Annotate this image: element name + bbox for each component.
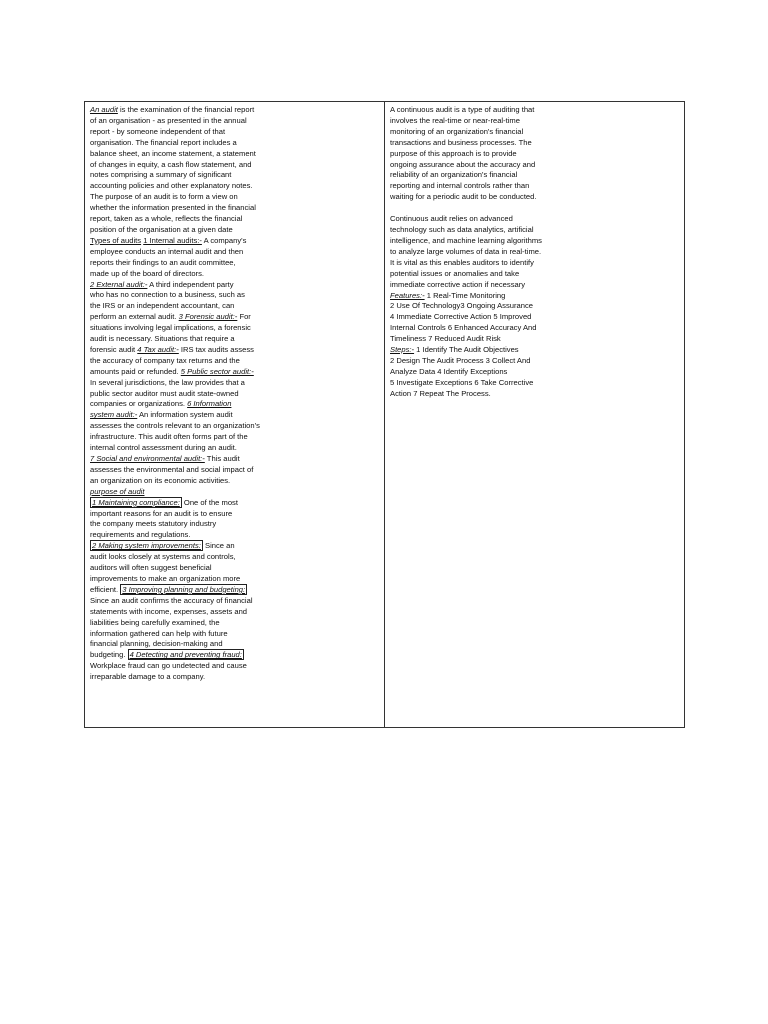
- text-line: information gathered can help with future: [90, 628, 228, 638]
- text-line: The purpose of an audit is to form a view on: [90, 192, 238, 202]
- text-line: irreparable damage to a company.: [90, 672, 206, 682]
- text-line: budgeting. 4 Detecting and preventing fraud:: [90, 650, 242, 660]
- text-line: an organization on its economic activities.: [90, 475, 231, 485]
- text-line: notes comprising a summary of significant: [90, 170, 232, 180]
- text-line: In several jurisdictions, the law provides that a: [90, 377, 245, 387]
- text-line: financial planning, decision-making and: [90, 639, 223, 649]
- text-line: 2 External audit:- A third independent party: [90, 279, 234, 289]
- text-line: potential issues or anomalies and take: [390, 268, 520, 278]
- text-line: who has no connection to a business, such as: [90, 290, 245, 300]
- text-line: liabilities being carefully examined, the: [90, 617, 220, 627]
- text-line: immediate corrective action if necessary: [390, 279, 526, 289]
- text-line: Steps:- 1 Identify The Audit Objectives: [390, 345, 519, 355]
- social-audit-label: 7 Social and environmental audit:-: [90, 454, 205, 463]
- text-line: whether the information presented in the financial: [90, 203, 256, 213]
- maintaining-compliance-label: 1 Maintaining compliance:: [92, 497, 180, 507]
- steps-label: Steps:-: [390, 345, 415, 355]
- text-line: amounts paid or refunded. 5 Public sector audit:-: [90, 366, 254, 376]
- text-line: Analyze Data 4 Identify Exceptions: [390, 366, 508, 376]
- text-line: efficient. 3 Improving planning and budgeting:: [90, 584, 246, 594]
- text-line: Since an audit confirms the accuracy of financial: [90, 595, 253, 605]
- types-heading: Types of audits: [90, 235, 142, 245]
- text-line: important reasons for an audit is to ensure: [90, 508, 233, 518]
- text-line: Internal Controls 6 Enhanced Accuracy And: [390, 323, 537, 333]
- text-line: of an organisation - as presented in the annual: [90, 115, 247, 125]
- text-line: statements with income, expenses, assets and: [90, 606, 248, 616]
- text-line: Types of audits 1 Internal audits:- A company's: [90, 235, 247, 245]
- text-line: requirements and regulations.: [90, 530, 191, 540]
- text-line: audit looks closely at systems and controls,: [90, 552, 236, 562]
- text-line: Continuous audit relies on advanced: [390, 214, 513, 224]
- text-line: the accuracy of company tax returns and the: [90, 355, 240, 365]
- text-line: It is vital as this enables auditors to identify: [390, 257, 534, 267]
- text-line: companies or organizations. 6 Information: [90, 399, 232, 409]
- text-line: infrastructure. This audit often forms part of the: [90, 432, 248, 442]
- text-line: ongoing assurance about the accuracy and: [390, 159, 536, 169]
- text-line: reports their findings to an audit committee,: [90, 257, 236, 267]
- text-line: assesses the controls relevant to an organization's: [90, 421, 260, 431]
- text-line: reliability of an organization's financial: [390, 170, 518, 180]
- text-line: balance sheet, an income statement, a statement: [90, 148, 256, 158]
- text-line: involves the real-time or near-real-time: [390, 115, 520, 125]
- text-line: An audit is the examination of the financial report: [90, 105, 255, 114]
- text-line: organisation. The financial report includes a: [90, 137, 237, 147]
- text-line: of changes in equity, a cash flow statement, and: [90, 159, 252, 169]
- text-line: [90, 487, 380, 498]
- purpose-heading: purpose of audit: [90, 486, 145, 496]
- text-line: situations involving legal implications, a forensic: [90, 323, 251, 333]
- text-line: 2 Design The Audit Process 3 Collect And: [390, 355, 531, 365]
- right-column: [390, 105, 680, 400]
- text-line: waiting for a periodic audit to be conducted.: [390, 192, 537, 202]
- fraud-label: 4 Detecting and preventing fraud:: [129, 650, 242, 660]
- text-line: forensic audit 4 Tax audit:- IRS tax audits assess: [90, 344, 254, 354]
- text-line: improvements to make an organization more: [90, 573, 241, 583]
- text-line: 2 Use Of Technology3 Ongoing Assurance: [390, 301, 533, 311]
- text-line: report - by someone independent of that: [90, 126, 226, 136]
- text-line: employee conducts an internal audit and then: [90, 246, 244, 256]
- external-audit-label: 2 External audit:-: [90, 279, 148, 289]
- text-line: position of the organisation at a given date: [90, 224, 233, 234]
- text-line: monitoring of an organization's financial: [390, 126, 524, 136]
- column-divider: [384, 102, 385, 727]
- text-line: internal control assessment during an audit.: [90, 443, 237, 453]
- text-line: made up of the board of directors.: [90, 268, 204, 278]
- text-line: Action 7 Repeat The Process.: [390, 388, 491, 398]
- text-line: assesses the environmental and social impact of: [90, 464, 254, 474]
- planning-budgeting-label: 3 Improving planning and budgeting:: [122, 584, 246, 594]
- internal-audit-label: 1 Internal audits:-: [143, 235, 202, 245]
- information-audit-label: 6 Information: [187, 399, 232, 409]
- text-line: transactions and business processes. The: [390, 137, 532, 147]
- text-line: public sector auditor must audit state-owned: [90, 388, 239, 398]
- text-line: Features:- 1 Real-Time Monitoring: [390, 290, 506, 300]
- two-column-table: [84, 101, 685, 728]
- text-line: system audit:- An information system audit: [90, 410, 233, 420]
- features-label: Features:-: [390, 290, 425, 300]
- text-line: the company meets statutory industry: [90, 519, 217, 529]
- text-line: 1 Maintaining compliance: One of the most: [92, 497, 238, 507]
- text-line: to analyze large volumes of data in real-time.: [390, 246, 542, 256]
- text-line: the IRS or an independent accountant, can: [90, 301, 235, 311]
- text-line: reporting and internal controls rather than: [390, 181, 530, 191]
- text-line: accounting policies and other explanatory notes.: [90, 181, 253, 191]
- text-line: A continuous audit is a type of auditing that: [390, 105, 535, 114]
- text-line: technology such as data analytics, artificial: [390, 225, 534, 235]
- text-line: Timeliness 7 Reduced Audit Risk: [390, 334, 501, 344]
- forensic-audit-label: 3 Forensic audit:-: [178, 312, 238, 322]
- text-line: purpose of this approach is to provide: [390, 148, 517, 158]
- text-line: perform an external audit. 3 Forensic audit:- For: [90, 312, 251, 322]
- tax-audit-label: 4 Tax audit:-: [137, 344, 179, 354]
- public-sector-audit-label: 5 Public sector audit:-: [180, 366, 254, 376]
- system-improvements-label: 2 Making system improvements:: [92, 541, 201, 551]
- text-line: audit is necessary. Situations that require a: [90, 334, 235, 344]
- text-line: Workplace fraud can go undetected and cause: [90, 661, 247, 671]
- text-line: 5 Investigate Exceptions 6 Take Corrective: [390, 377, 534, 387]
- text-line: auditors will often suggest beneficial: [90, 563, 212, 573]
- information-audit-label-cont: system audit:-: [90, 410, 138, 420]
- text-line: 2 Making system improvements: Since an: [92, 541, 235, 551]
- intro-term: An audit: [90, 105, 118, 114]
- left-column: [90, 105, 380, 683]
- text-line: report, taken as a whole, reflects the financial: [90, 214, 243, 224]
- text-line: 4 Immediate Corrective Action 5 Improved: [390, 312, 532, 322]
- text-line: intelligence, and machine learning algorithms: [390, 235, 542, 245]
- text-line: 7 Social and environmental audit:- This audit: [90, 454, 240, 463]
